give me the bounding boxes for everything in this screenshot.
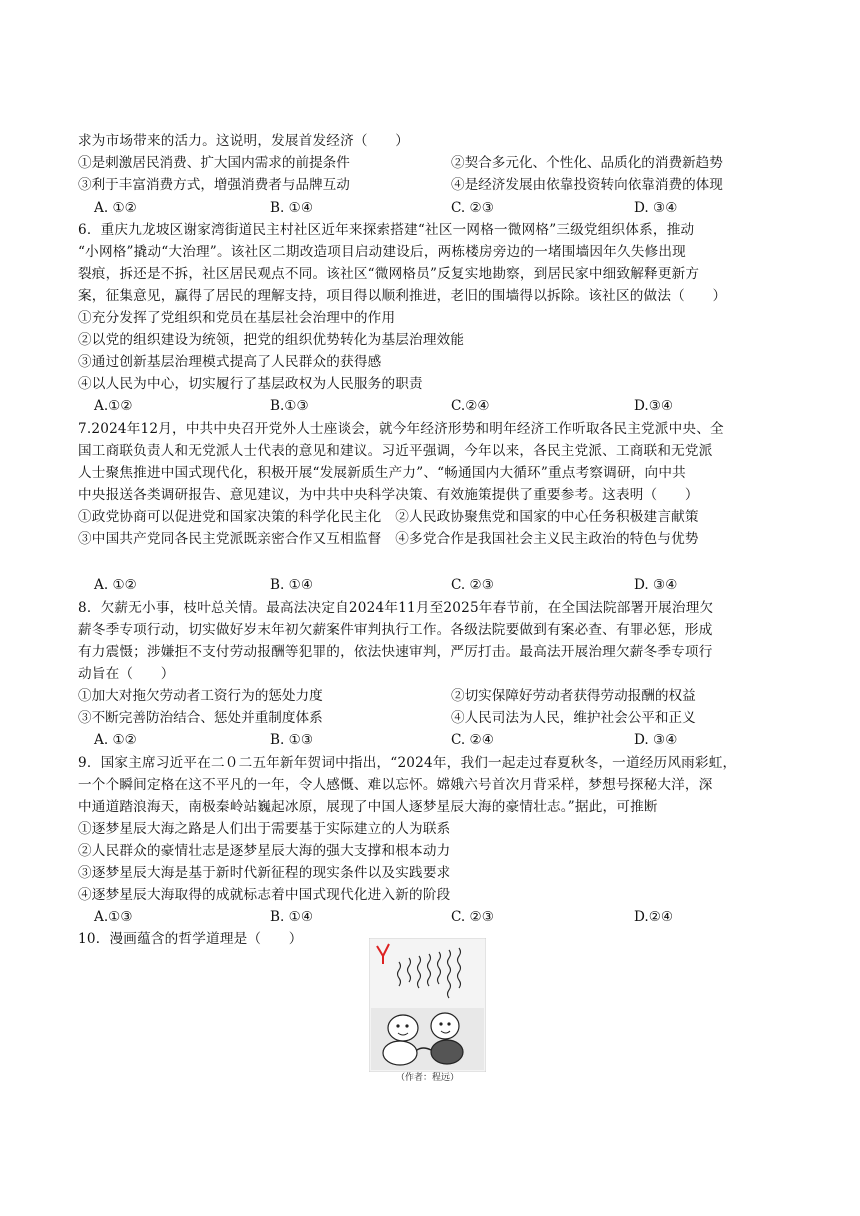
q7-stem-line: 7.2024年12月，中共中央召开党外人士座谈会，就今年经济形势和明年经济工作听取各民主党派中央、全	[78, 421, 724, 437]
q5-option-1: ①是刺激居民消费、扩大国内需求的前提条件	[78, 155, 350, 171]
q8-option-3: ③不断完善防治结合、惩处并重制度体系	[78, 710, 323, 726]
choice-b: B. ①④	[270, 909, 314, 925]
q8-stem-line: 动旨在（ ）	[78, 666, 175, 682]
q9-stem-line: 一个个瞬间定格在这不平凡的一年，令人感慨、难以忘怀。嫦娥六号首次月背采样，梦想号探秘大洋，深	[78, 777, 713, 793]
choice-c: C.②④	[451, 398, 490, 414]
q6-option-1: ①充分发挥了党组织和党员在基层社会治理中的作用	[78, 310, 396, 326]
choice-b: B. ①③	[270, 732, 314, 748]
choice-d: D. ③④	[634, 200, 678, 216]
choice-d: D.②④	[634, 909, 674, 925]
cartoon-image	[369, 938, 486, 1088]
choice-a: A.①②	[94, 398, 133, 414]
choice-b: B.①③	[270, 398, 309, 414]
q9-stem-line: 中通道踏浪海天，南极秦岭站巍起冰原，展现了中国人逐梦星辰大海的豪情壮志。”据此，可推断	[78, 799, 658, 815]
q6-option-4: ④以人民为中心，切实履行了基层政权为人民服务的职责	[78, 376, 423, 392]
cartoon-caption: （作者：程远）	[395, 1073, 459, 1083]
q8-stem-line: 有力震慑；涉嫌拒不支付劳动报酬等犯罪的，依法快速审判，严厉打击。最高法开展治理欠薪冬季专项行	[78, 644, 713, 660]
choice-c: C. ②③	[451, 577, 494, 593]
q5-option-3: ③利于丰富消费方式，增强消费者与品牌互动	[78, 177, 350, 193]
q7-option-row: ③中国共产党同各民主党派既亲密合作又互相监督 ④多党合作是我国社会主义民主政治的特色与优势	[78, 531, 699, 547]
q7-stem-line: 中央报送各类调研报告、意见建议，为中共中央科学决策、有效施策提供了重要参考。这表明（ ）	[78, 487, 699, 503]
q6-option-3: ③通过创新基层治理模式提高了人民群众的获得感	[78, 354, 382, 370]
choice-c: C. ②③	[451, 909, 494, 925]
q9-option-1: ①逐梦星辰大海之路是人们出于需要基于实际建立的人为联系	[78, 821, 451, 837]
q8-stem-line: 薪冬季专项行动，切实做好岁末年初欠薪案件审判执行工作。各级法院要做到有案必查、有罪必惩，形成	[78, 622, 713, 638]
q8-option-row	[78, 707, 783, 729]
choice-c: C. ②③	[451, 200, 494, 216]
q5-stem-tail: 求为市场带来的活力。这说明，发展首发经济（ ）	[78, 133, 410, 149]
choice-a: A.①③	[94, 909, 133, 925]
q6-stem-line: “小网格”撬动“大治理”。该社区二期改造项目启动建设后，两栋楼房旁边的一堵围墙因年久失修出现	[78, 244, 686, 260]
q8-option-4: ④人民司法为人民，维护社会公平和正义	[451, 710, 696, 726]
q9-option-2: ②人民群众的豪情壮志是逐梦星辰大海的强大支撑和根本动力	[78, 843, 451, 859]
q5-option-row	[78, 174, 783, 196]
choice-d: D. ③④	[634, 732, 678, 748]
q9-stem-line: 9．国家主席习近平在二０二五年新年贺词中指出，“2024年，我们一起走过春夏秋冬，一道经历风雨彩虹，	[78, 755, 737, 771]
choice-c: C. ②④	[451, 732, 494, 748]
q6-stem-line: 6．重庆九龙坡区谢家湾街道民主村社区近年来探索搭建“社区一网格一微网格”三级党组织体系，推动	[78, 222, 695, 238]
q8-option-1: ①加大对拖欠劳动者工资行为的惩处力度	[78, 688, 323, 704]
q8-stem-line: 8．欠薪无小事，枝叶总关情。最高法决定自2024年11月至2025年春节前，在全国法院部署开展治理欠	[78, 600, 714, 616]
choice-b: B. ①④	[270, 577, 314, 593]
q8-option-row	[78, 685, 783, 707]
choice-d: D.③④	[634, 398, 674, 414]
q7-option-row: ①政党协商可以促进党和国家决策的科学化民主化 ②人民政协聚焦党和国家的中心任务积极建言献策	[78, 509, 699, 525]
q6-option-2: ②以党的组织建设为统领，把党的组织优势转化为基层治理效能	[78, 332, 465, 348]
choice-a: A. ①②	[94, 577, 137, 593]
q9-option-4: ④逐梦星辰大海取得的成就标志着中国式现代化进入新的阶段	[78, 887, 451, 903]
q8-option-2: ②切实保障好劳动者获得劳动报酬的权益	[451, 688, 696, 704]
q10-stem: 10．漫画蕴含的哲学道理是（ ）	[78, 931, 303, 947]
q5-option-4: ④是经济发展由依靠投资转向依靠消费的体现	[451, 177, 723, 193]
choice-a: A. ①②	[94, 732, 137, 748]
q6-stem-line: 裂痕，拆还是不拆，社区居民观点不同。该社区“微网格员”反复实地勘察，到居民家中细致解释更新方	[78, 266, 700, 282]
choice-a: A. ①②	[94, 200, 137, 216]
q6-stem-line: 案，征集意见，赢得了居民的理解支持，项目得以顺利推进，老旧的围墙得以拆除。该社区的做法（ ）	[78, 288, 727, 304]
cartoon-drawing	[369, 938, 486, 1072]
q5-option-row	[78, 152, 783, 174]
choice-b: B. ①④	[270, 200, 314, 216]
q5-option-2: ②契合多元化、个性化、品质化的消费新趋势	[451, 155, 723, 171]
q7-stem-line: 人士聚焦推进中国式现代化，积极开展“发展新质生产力”、“畅通国内大循环”重点考察调研，向中共	[78, 465, 686, 481]
q7-stem-line: 国工商联负责人和无党派人士代表的意见和建议。习近平强调，今年以来，各民主党派、工商联和无党派	[78, 443, 713, 459]
choice-d: D. ③④	[634, 577, 678, 593]
q9-option-3: ③逐梦星辰大海是基于新时代新征程的现实条件以及实践要求	[78, 865, 451, 881]
